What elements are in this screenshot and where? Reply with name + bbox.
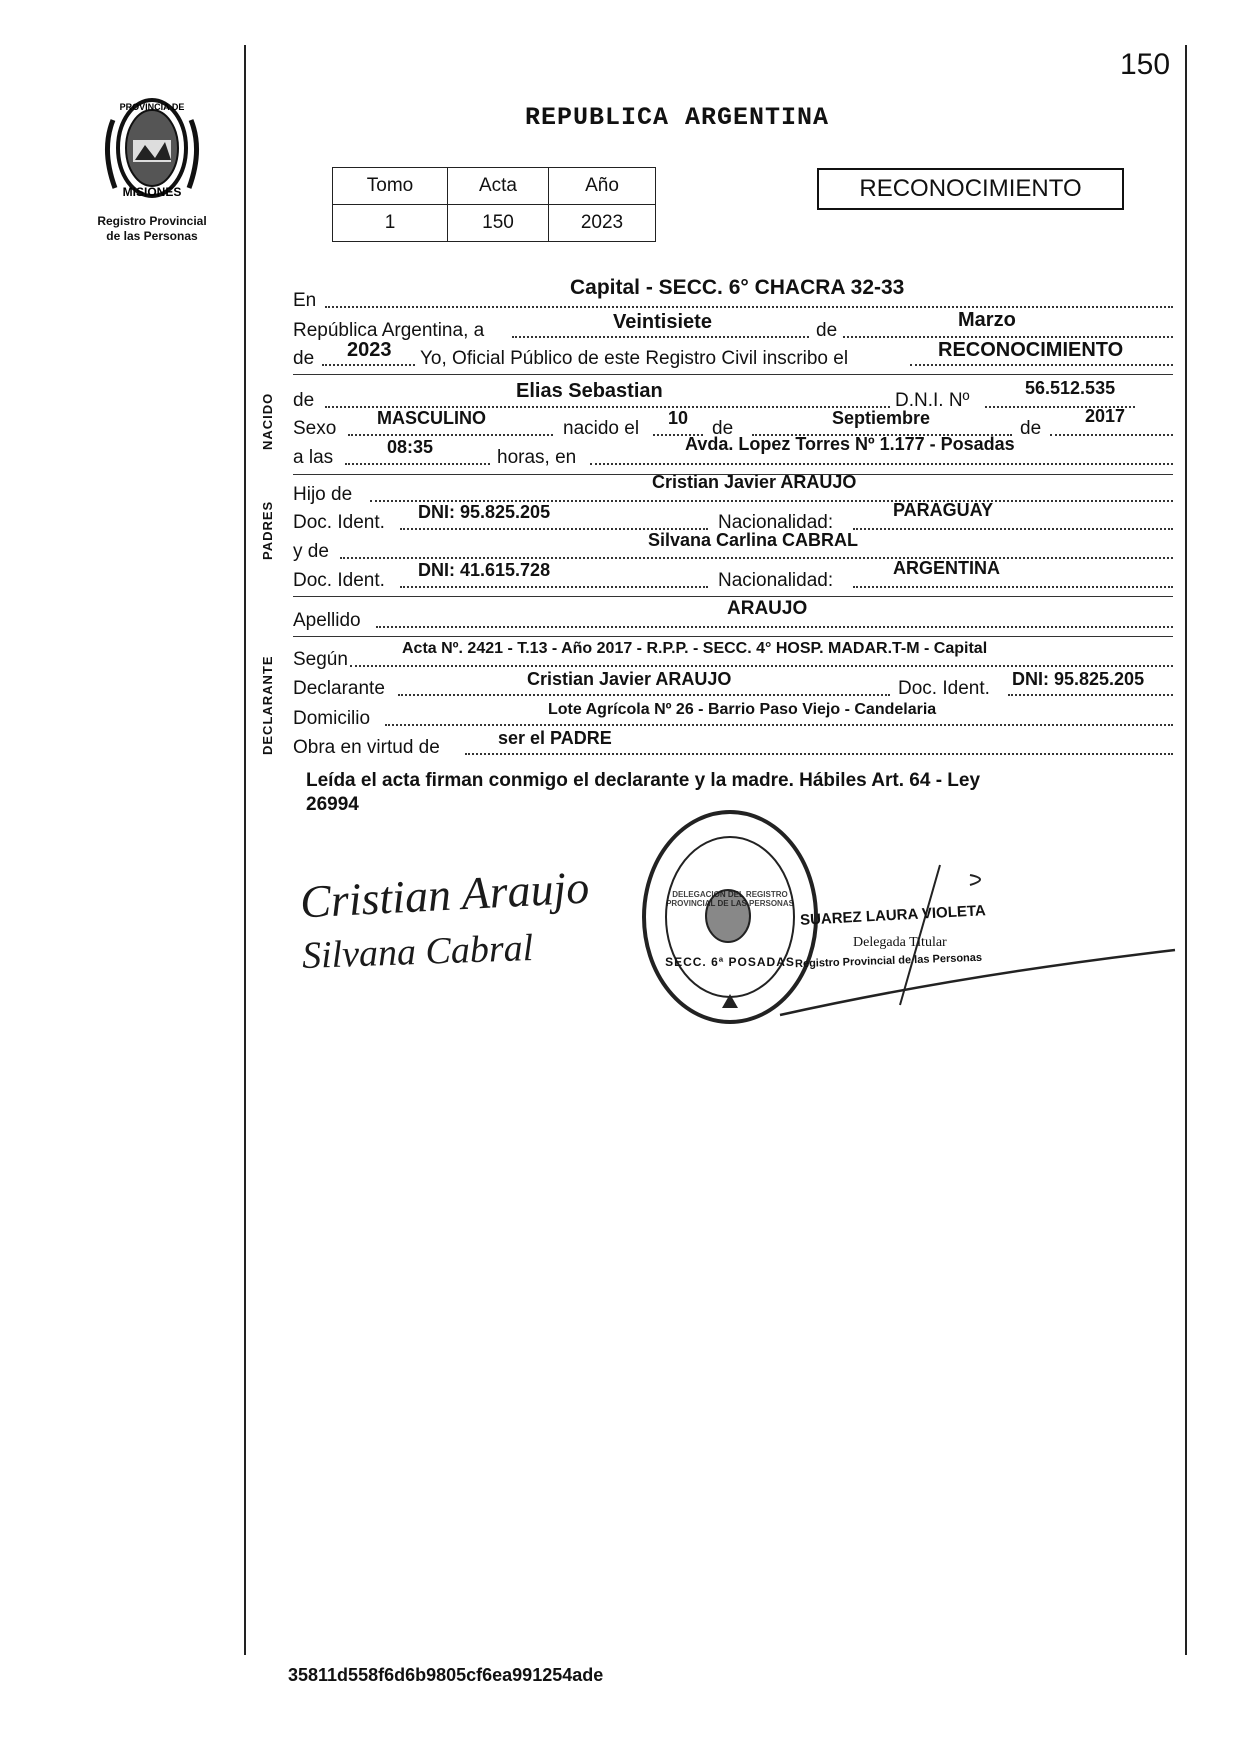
day-dots	[512, 336, 809, 338]
nacido-el-label: nacido el	[563, 418, 640, 439]
logo-bottom-text: MISIONES	[122, 185, 182, 199]
segun-label: Según	[293, 649, 348, 670]
section-separator-3	[293, 596, 1173, 597]
birth-day: 10	[668, 408, 689, 428]
segun-dots	[350, 665, 1173, 667]
sexo-value: MASCULINO	[377, 408, 486, 428]
birth-year-dots	[1050, 434, 1173, 436]
document-hash: 35811d558f6d6b9805cf6ea991254ade	[288, 1665, 604, 1685]
child-name: Elias Sebastian	[516, 380, 663, 402]
nacido-side-label: NACIDO	[260, 392, 275, 450]
mother-doc-label: Doc. Ident.	[293, 570, 385, 591]
logo-caption-2: de las Personas	[106, 229, 198, 243]
section-separator-1	[293, 374, 1173, 375]
hijo-label: Hijo de	[293, 484, 353, 505]
alas-label: a las	[293, 447, 334, 468]
declarante-label: Declarante	[293, 678, 385, 699]
en-label: En	[293, 290, 317, 311]
father-nat-dots	[853, 528, 1173, 530]
en-value: Capital - SECC. 6° CHACRA 32-33	[570, 276, 905, 299]
de-label-3: de	[1020, 418, 1042, 439]
apellido-dots	[376, 626, 1173, 628]
declarante-doc-label: Doc. Ident.	[898, 678, 990, 699]
official-name: SUAREZ LAURA VIOLETA	[799, 902, 987, 929]
header-tomo: Tomo	[333, 168, 448, 205]
republica-label: República Argentina, a	[293, 320, 485, 341]
father-name: Cristian Javier ARAUJO	[652, 472, 857, 492]
madre-signature: Silvana Cabral	[301, 926, 534, 978]
father-nationality: PARAGUAY	[893, 500, 994, 520]
dni-label: D.N.I. Nº	[895, 390, 970, 411]
yde-label: y de	[293, 541, 329, 562]
nacido-de-label: de	[293, 390, 315, 411]
de-label-2: de	[712, 418, 734, 439]
domicilio-value: Lote Agrícola Nº 26 - Barrio Paso Viejo - Candelaria	[548, 701, 937, 718]
page-number: 150	[1120, 48, 1171, 81]
section-separator-4	[293, 636, 1173, 637]
seal-ring-text: DELEGACION DEL REGISTRO PROVINCIAL DE LAS PERSONAS	[666, 890, 794, 908]
declarante-side-label: DECLARANTE	[260, 655, 275, 755]
left-margin-line	[244, 45, 246, 1655]
mother-doc: DNI: 41.615.728	[418, 560, 551, 580]
birth-month: Septiembre	[832, 408, 931, 428]
value-acta: 150	[448, 205, 549, 242]
obra-label: Obra en virtud de	[293, 737, 440, 758]
en-dots	[325, 306, 1173, 308]
birth-year: 2017	[1085, 406, 1126, 426]
registry-header-table	[332, 167, 656, 242]
oficial-text: Yo, Oficial Público de este Registro Civil inscribo el	[420, 348, 849, 369]
apellido-label: Apellido	[293, 610, 361, 631]
mother-name: Silvana Carlina CABRAL	[648, 530, 859, 550]
value-anio: 2023	[549, 205, 656, 242]
de-label-1: de	[816, 320, 838, 341]
province-shield-icon	[95, 90, 210, 210]
segun-value: Acta Nº. 2421 - T.13 - Año 2017 - R.P.P. - SECC. 4° HOSP. MADAR.T-M - Capital	[402, 640, 988, 657]
obra-dots	[465, 753, 1173, 755]
de-year-label: de	[293, 348, 315, 369]
act-dots	[910, 364, 1173, 366]
declarante-doc: DNI: 95.825.205	[1012, 669, 1145, 689]
header-acta: Acta	[448, 168, 549, 205]
mother-nat-label: Nacionalidad:	[718, 570, 834, 591]
padres-side-label: PADRES	[260, 500, 275, 560]
logo-top-text: PROVINCIA DE	[119, 102, 185, 112]
closing-line-1: Leída el acta firman conmigo el declarante y la madre. Hábiles Art. 64 - Ley	[306, 770, 981, 791]
place-dots	[590, 463, 1173, 465]
domicilio-dots	[385, 724, 1173, 726]
value-tomo: 1	[333, 205, 448, 242]
header-anio: Año	[549, 168, 656, 205]
province-logo	[95, 90, 210, 210]
child-dni: 56.512.535	[1025, 378, 1116, 398]
obra-value: ser el PADRE	[498, 728, 612, 748]
closing-line-2: 26994	[306, 794, 359, 815]
father-doc: DNI: 95.825.205	[418, 502, 551, 522]
year-value: 2023	[347, 339, 392, 361]
right-margin-line	[1185, 45, 1187, 1655]
declarante-value: Cristian Javier ARAUJO	[527, 669, 732, 689]
official-signature-strokes	[760, 855, 1190, 1045]
act-type-box: RECONOCIMIENTO	[817, 168, 1124, 210]
apellido-value: ARAUJO	[727, 598, 808, 619]
act-value: RECONOCIMIENTO	[938, 339, 1124, 361]
logo-caption-1: Registro Provincial	[97, 214, 207, 228]
year-dots	[322, 364, 415, 366]
declarante-signature: Cristian Araujo	[298, 861, 591, 928]
birth-time: 08:35	[387, 437, 434, 457]
sexo-label: Sexo	[293, 418, 337, 439]
value-row	[333, 205, 656, 242]
mother-dots	[340, 557, 1173, 559]
header-row	[333, 168, 656, 205]
declarante-dots	[398, 694, 890, 696]
country-title: REPUBLICA ARGENTINA	[525, 103, 830, 132]
seal-center-text: SECC. 6ª POSADAS	[665, 955, 795, 969]
horas-label: horas, en	[497, 447, 577, 468]
sexo-dots	[348, 434, 553, 436]
time-dots	[345, 463, 490, 465]
father-nat-label: Nacionalidad:	[718, 512, 834, 533]
mother-doc-dots	[400, 586, 708, 588]
month-value: Marzo	[958, 309, 1016, 331]
day-value: Veintisiete	[613, 311, 712, 333]
mother-nat-dots	[853, 586, 1173, 588]
month-dots	[843, 336, 1173, 338]
official-title: Delegada Titular	[853, 935, 947, 950]
father-doc-label: Doc. Ident.	[293, 512, 385, 533]
domicilio-label: Domicilio	[293, 708, 371, 729]
official-org: Registro Provincial de las Personas	[794, 951, 983, 971]
mother-nationality: ARGENTINA	[893, 558, 1000, 578]
declarante-doc-dots	[1008, 694, 1173, 696]
birth-place: Avda. Lopez Torres Nº 1.177 - Posadas	[685, 434, 1015, 454]
